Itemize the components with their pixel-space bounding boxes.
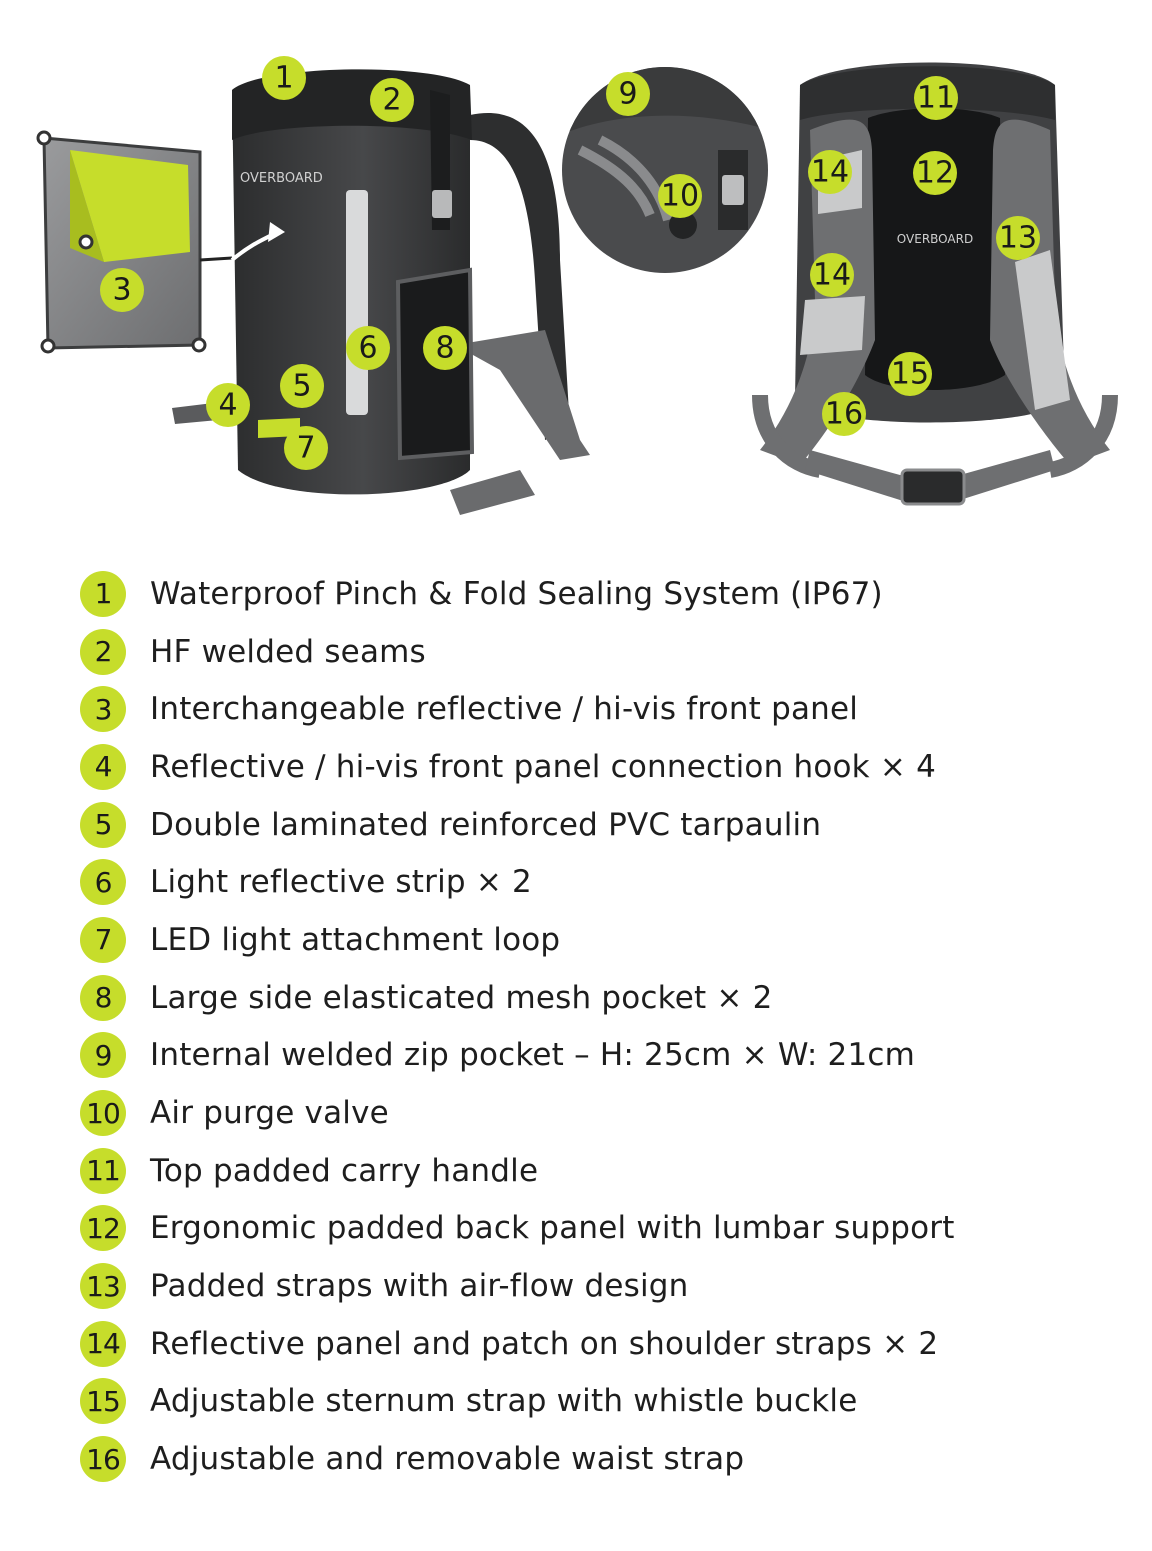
- callout-4: [206, 383, 250, 427]
- feature-item: [80, 623, 1120, 681]
- feature-number-badge: 5: [80, 802, 126, 848]
- product-diagram: [0, 0, 1152, 540]
- callout-number: 1: [274, 60, 294, 96]
- callout-number: 3: [112, 272, 132, 308]
- feature-number-badge: 3: [80, 686, 126, 732]
- callout-9: [606, 72, 650, 116]
- callout-number: 14: [812, 257, 852, 293]
- feature-text: Reflective panel and patch on shoulder straps × 2: [150, 1325, 939, 1362]
- callout-14: [808, 150, 852, 194]
- feature-text: Light reflective strip × 2: [150, 864, 532, 901]
- feature-text: LED light attachment loop: [150, 921, 561, 958]
- feature-item: [80, 911, 1120, 969]
- callout-5: [280, 364, 324, 408]
- feature-number-badge: 12: [80, 1205, 126, 1251]
- logo-text-back: OVERBOARD: [896, 232, 974, 246]
- feature-item: [80, 1257, 1120, 1315]
- feature-text: Top padded carry handle: [150, 1152, 539, 1189]
- callout-13: [996, 216, 1040, 260]
- backpack-front-illustration: [172, 69, 590, 515]
- feature-number-badge: 11: [80, 1148, 126, 1194]
- feature-number-badge: 6: [80, 859, 126, 905]
- callout-16: [822, 392, 866, 436]
- feature-item: [80, 738, 1120, 796]
- callout-8: [423, 326, 467, 370]
- callout-number: 4: [218, 387, 238, 423]
- callout-number: 6: [358, 330, 378, 366]
- callout-number: 2: [382, 82, 402, 118]
- callout-10: [658, 174, 702, 218]
- feature-text: Adjustable and removable waist strap: [150, 1441, 745, 1478]
- feature-item: [80, 680, 1120, 738]
- feature-number-badge: 10: [80, 1090, 126, 1136]
- feature-item: [80, 1142, 1120, 1200]
- feature-text: Internal welded zip pocket – H: 25cm × W: 21cm: [150, 1037, 916, 1074]
- front-panel-illustration: [38, 132, 232, 352]
- feature-text: Large side elasticated mesh pocket × 2: [150, 979, 773, 1016]
- feature-item: [80, 1430, 1120, 1488]
- feature-text: HF welded seams: [150, 633, 426, 670]
- feature-legend: [80, 565, 1120, 1488]
- callout-number: 13: [998, 220, 1038, 256]
- callout-1: [262, 56, 306, 100]
- callout-6: [346, 326, 390, 370]
- feature-number-badge: 16: [80, 1436, 126, 1482]
- feature-number-badge: 15: [80, 1378, 126, 1424]
- feature-text: Waterproof Pinch & Fold Sealing System (IP67): [150, 575, 883, 612]
- feature-item: [80, 796, 1120, 854]
- callout-number: 8: [435, 330, 455, 366]
- feature-item: [80, 1315, 1120, 1373]
- callout-number: 16: [824, 396, 864, 432]
- feature-number-badge: 4: [80, 744, 126, 790]
- feature-number-badge: 9: [80, 1032, 126, 1078]
- callout-7: [284, 426, 328, 470]
- feature-text: Adjustable sternum strap with whistle buckle: [150, 1383, 858, 1420]
- feature-text: Padded straps with air-flow design: [150, 1268, 689, 1305]
- callout-15: [888, 352, 932, 396]
- feature-text: Air purge valve: [150, 1095, 389, 1132]
- feature-text: Interchangeable reflective / hi-vis front panel: [150, 691, 859, 728]
- callout-number: 15: [890, 356, 930, 392]
- callout-12: [913, 151, 957, 195]
- callout-number: 5: [292, 368, 312, 404]
- callout-3: [100, 268, 144, 312]
- feature-text: Reflective / hi-vis front panel connection hook × 4: [150, 748, 937, 785]
- feature-item: [80, 853, 1120, 911]
- feature-text: Ergonomic padded back panel with lumbar support: [150, 1210, 955, 1247]
- callout-number: 10: [660, 178, 700, 214]
- feature-number-badge: 7: [80, 917, 126, 963]
- callout-number: 14: [810, 154, 850, 190]
- detail-zoom-illustration: [560, 60, 770, 280]
- callout-number: 12: [915, 155, 955, 191]
- callout-11: [914, 76, 958, 120]
- logo-text: OVERBOARD: [240, 171, 323, 186]
- callout-number: 9: [618, 76, 638, 112]
- feature-number-badge: 13: [80, 1263, 126, 1309]
- feature-number-badge: 8: [80, 975, 126, 1021]
- feature-item: [80, 1373, 1120, 1431]
- feature-number-badge: 14: [80, 1321, 126, 1367]
- callout-14: [810, 253, 854, 297]
- feature-number-badge: 2: [80, 629, 126, 675]
- callout-number: 11: [916, 80, 956, 116]
- feature-item: [80, 1027, 1120, 1085]
- callout-number: 7: [296, 430, 316, 466]
- feature-number-badge: 1: [80, 571, 126, 617]
- feature-item: [80, 1084, 1120, 1142]
- feature-item: [80, 969, 1120, 1027]
- feature-item: [80, 1200, 1120, 1258]
- callout-2: [370, 78, 414, 122]
- feature-text: Double laminated reinforced PVC tarpaulin: [150, 806, 822, 843]
- feature-item: [80, 565, 1120, 623]
